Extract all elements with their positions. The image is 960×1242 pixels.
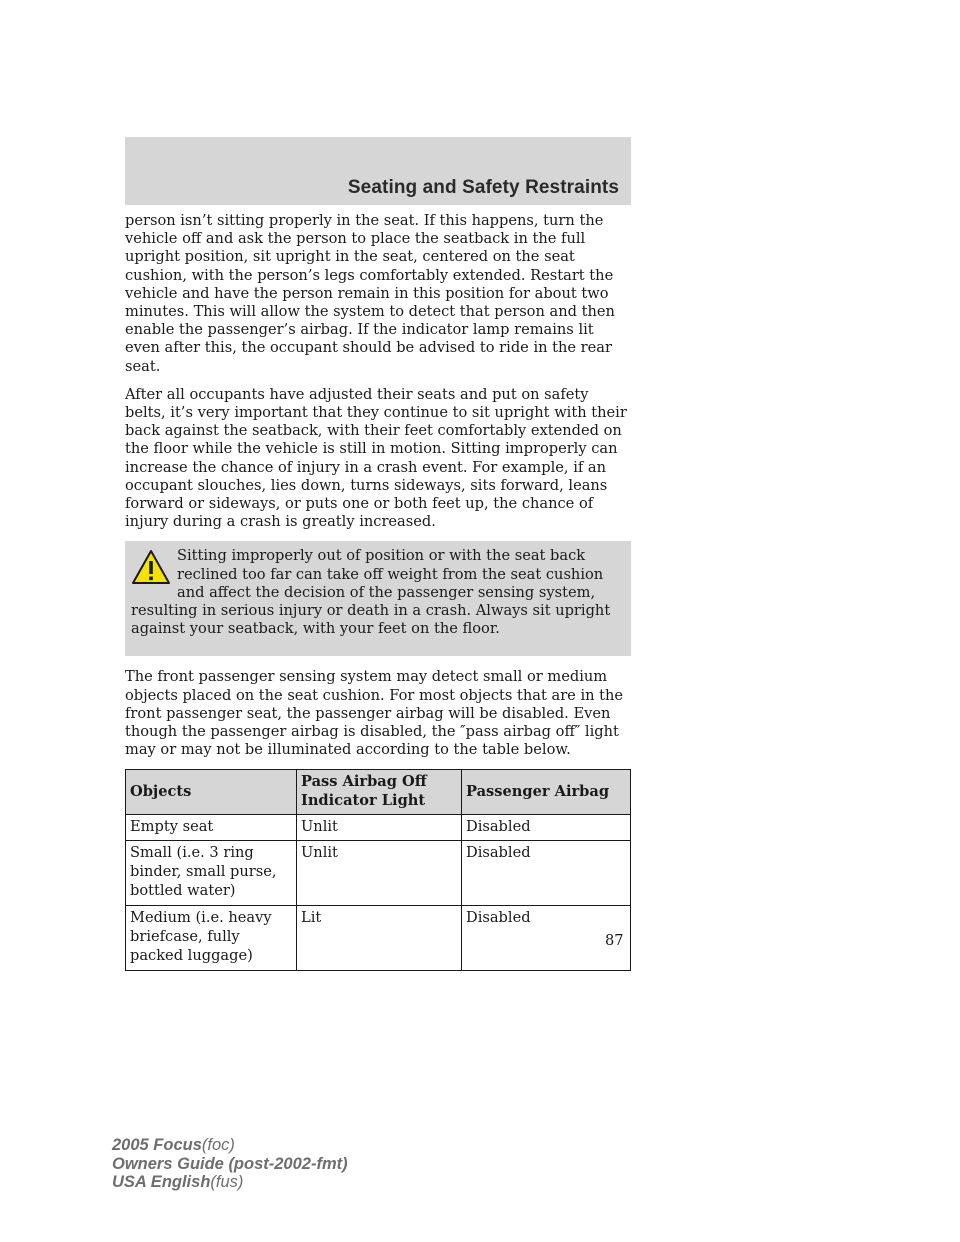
footer-doc-info — [112, 1136, 348, 1192]
cell-indicator: Unlit — [297, 815, 462, 841]
body-paragraph-2: After all occupants have adjusted their seats and put on safety belts, it’s very important that they continue to sit upright with their back against the seatback, with their feet comfortably extended on the floor while the vehicle is still in motion. Sitting improperly can increase the chance of injury in a crash event. For example, if an occupant slouches, lies down, turns sideways, sits forward, leans forward or sideways, or puts one or both feet up, the chance of injury during a crash is greatly increased. — [125, 385, 627, 531]
header-band — [125, 137, 631, 205]
footer-line-2 — [112, 1155, 348, 1174]
footer-language-code: (fus) — [210, 1173, 244, 1191]
body-paragraph-3: The front passenger sensing system may detect small or medium objects placed on the seat cushion. For most objects that are in the front passenger seat, the passenger airbag will be disabled. Even though the passenger airbag is disabled, the ″pass airbag off″ light may or may not be illuminated according to the table below. — [125, 668, 624, 759]
footer-model: 2005 Focus — [112, 1136, 202, 1154]
cell-object: Small (i.e. 3 ring binder, small purse, bottled water) — [126, 841, 297, 906]
cell-airbag: Disabled — [462, 841, 631, 906]
footer-line-1 — [112, 1136, 348, 1155]
cell-airbag: Disabled — [462, 906, 631, 971]
cell-airbag: Disabled — [462, 815, 631, 841]
table-row — [126, 906, 631, 971]
cell-indicator: Unlit — [297, 841, 462, 906]
cell-indicator: Lit — [297, 906, 462, 971]
warning-triangle-icon — [131, 549, 171, 585]
footer-model-code: (foc) — [201, 1136, 235, 1154]
section-title: Seating and Safety Restraints — [347, 177, 619, 198]
warning-text: Sitting improperly out of position or with the seat back reclined too far can take off weight from the seat cushion and affect the decision of the passenger sensing system, resulting in serious injury or death in a crash. Always sit upright against your seatback, with your feet on the floor. — [131, 547, 611, 638]
warning-box — [125, 541, 631, 656]
footer-line-3 — [112, 1173, 348, 1192]
cell-object: Empty seat — [126, 815, 297, 841]
footer-guide: Owners Guide (post-2002-fmt) — [112, 1154, 348, 1173]
cell-object: Medium (i.e. heavy briefcase, fully packed luggage) — [126, 906, 297, 971]
footer-language: USA English — [112, 1173, 211, 1191]
body-paragraph-1: person isn’t sitting properly in the seat. If this happens, turn the vehicle off and ask the person to place the seatback in the full upright position, sit upright in the seat, centered on the seat cushion, with the person’s legs comfortably extended. Restart the vehicle and have the person remain in this position for about two minutes. This will allow the system to detect that person and then enable the passenger’s airbag. If the indicator lamp remains lit even after this, the occupant should be advised to ride in the rear seat. — [125, 212, 615, 375]
page-content — [125, 212, 631, 971]
page-number: 87 — [605, 932, 624, 949]
table-row — [126, 841, 631, 906]
header-indicator-light: Pass Airbag Off Indicator Light — [297, 770, 462, 815]
table-header-row — [126, 770, 631, 815]
table-row — [126, 815, 631, 841]
header-passenger-airbag: Passenger Airbag — [462, 770, 631, 815]
header-objects: Objects — [126, 770, 297, 815]
airbag-status-table — [125, 769, 631, 971]
